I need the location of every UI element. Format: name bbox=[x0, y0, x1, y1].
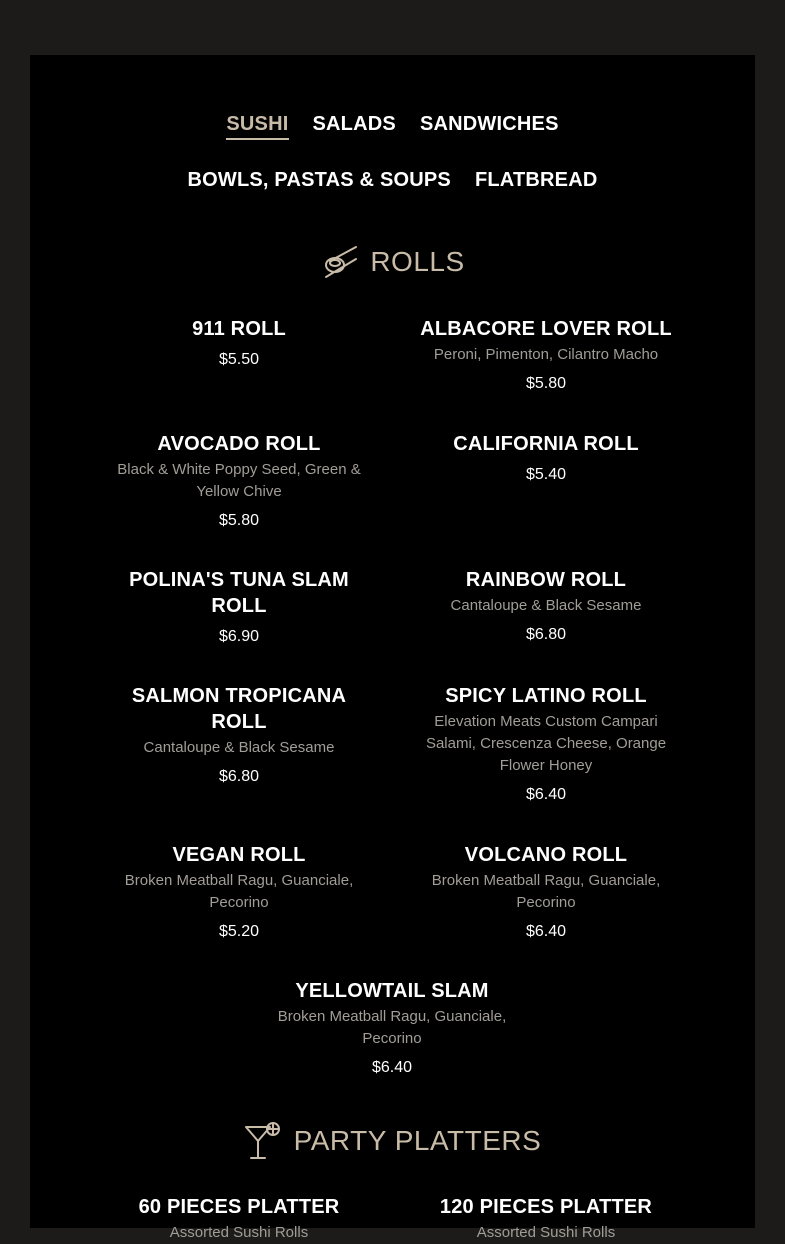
item-name: YELLOWTAIL SLAM bbox=[295, 980, 489, 1002]
sushi-chopsticks-icon bbox=[320, 245, 358, 279]
item-name: CALIFORNIA ROLL bbox=[453, 433, 639, 455]
tab-flatbread[interactable]: FLATBREAD bbox=[474, 169, 598, 191]
menu-item bbox=[262, 978, 522, 1078]
item-price: $6.90 bbox=[218, 628, 260, 645]
item-description: Assorted Sushi Rolls bbox=[169, 1224, 309, 1241]
party-platters-section-header bbox=[30, 1121, 755, 1161]
menu-item bbox=[416, 1194, 676, 1244]
tab-salads[interactable]: SALADS bbox=[312, 113, 396, 135]
menu-item bbox=[416, 567, 676, 645]
cocktail-icon bbox=[244, 1121, 282, 1161]
item-name: SALMON TROPICANA ROLL bbox=[131, 685, 347, 733]
item-description: Cantaloupe & Black Sesame bbox=[143, 739, 335, 756]
menu-item bbox=[109, 431, 369, 531]
item-name: RAINBOW ROLL bbox=[465, 569, 627, 591]
item-description: Assorted Sushi Rolls bbox=[476, 1224, 616, 1241]
item-name: 120 PIECES PLATTER bbox=[439, 1196, 653, 1218]
rolls-section-header bbox=[30, 245, 755, 279]
item-price: $6.40 bbox=[525, 923, 567, 940]
item-name: 911 ROLL bbox=[192, 318, 286, 340]
item-description: Broken Meatball Ragu, Guanciale, Pecorino bbox=[124, 872, 354, 911]
menu-item bbox=[416, 431, 676, 485]
item-name: VOLCANO ROLL bbox=[464, 844, 628, 866]
menu-item bbox=[109, 842, 369, 942]
menu-item bbox=[416, 316, 676, 394]
item-description: Broken Meatball Ragu, Guanciale, Pecorino bbox=[277, 1008, 507, 1047]
category-tabs-row-1 bbox=[30, 113, 755, 140]
category-tabs-row-2 bbox=[30, 169, 755, 194]
item-name: VEGAN ROLL bbox=[172, 844, 306, 866]
item-price: $5.20 bbox=[218, 923, 260, 940]
item-description: Black & White Poppy Seed, Green & Yellow Chive bbox=[117, 461, 361, 500]
menu-item bbox=[109, 316, 369, 370]
item-name: POLINA'S TUNA SLAM ROLL bbox=[129, 569, 349, 617]
item-price: $6.40 bbox=[525, 786, 567, 803]
party-platters-section-title: PARTY PLATTERS bbox=[293, 1125, 542, 1156]
item-price: $5.80 bbox=[525, 375, 567, 392]
item-price: $6.80 bbox=[525, 626, 567, 643]
item-description: Elevation Meats Custom Campari Salami, Crescenza Cheese, Orange Flower Honey bbox=[425, 713, 667, 774]
menu-item bbox=[109, 567, 369, 647]
item-name: AVOCADO ROLL bbox=[157, 433, 321, 455]
menu-panel bbox=[30, 55, 755, 1241]
rolls-section-title: ROLLS bbox=[370, 246, 465, 277]
menu-item bbox=[109, 1194, 369, 1244]
menu-item bbox=[109, 683, 369, 787]
item-price: $6.80 bbox=[218, 768, 260, 785]
item-price: $5.40 bbox=[525, 466, 567, 483]
menu-item bbox=[416, 683, 676, 805]
tab-bowls-pastas-soups[interactable]: BOWLS, PASTAS & SOUPS bbox=[187, 169, 451, 191]
item-price: $6.40 bbox=[371, 1059, 413, 1076]
tab-sushi[interactable]: SUSHI bbox=[226, 113, 288, 140]
item-name: 60 PIECES PLATTER bbox=[138, 1196, 340, 1218]
tab-sandwiches[interactable]: SANDWICHES bbox=[419, 113, 559, 135]
item-name: SPICY LATINO ROLL bbox=[445, 685, 647, 707]
item-description: Broken Meatball Ragu, Guanciale, Pecorino bbox=[431, 872, 661, 911]
item-price: $5.50 bbox=[218, 351, 260, 368]
item-price: $5.80 bbox=[218, 512, 260, 529]
item-name: ALBACORE LOVER ROLL bbox=[420, 318, 672, 340]
menu-item bbox=[416, 842, 676, 942]
item-description: Peroni, Pimenton, Cilantro Macho bbox=[433, 346, 659, 363]
item-description: Cantaloupe & Black Sesame bbox=[450, 597, 642, 614]
